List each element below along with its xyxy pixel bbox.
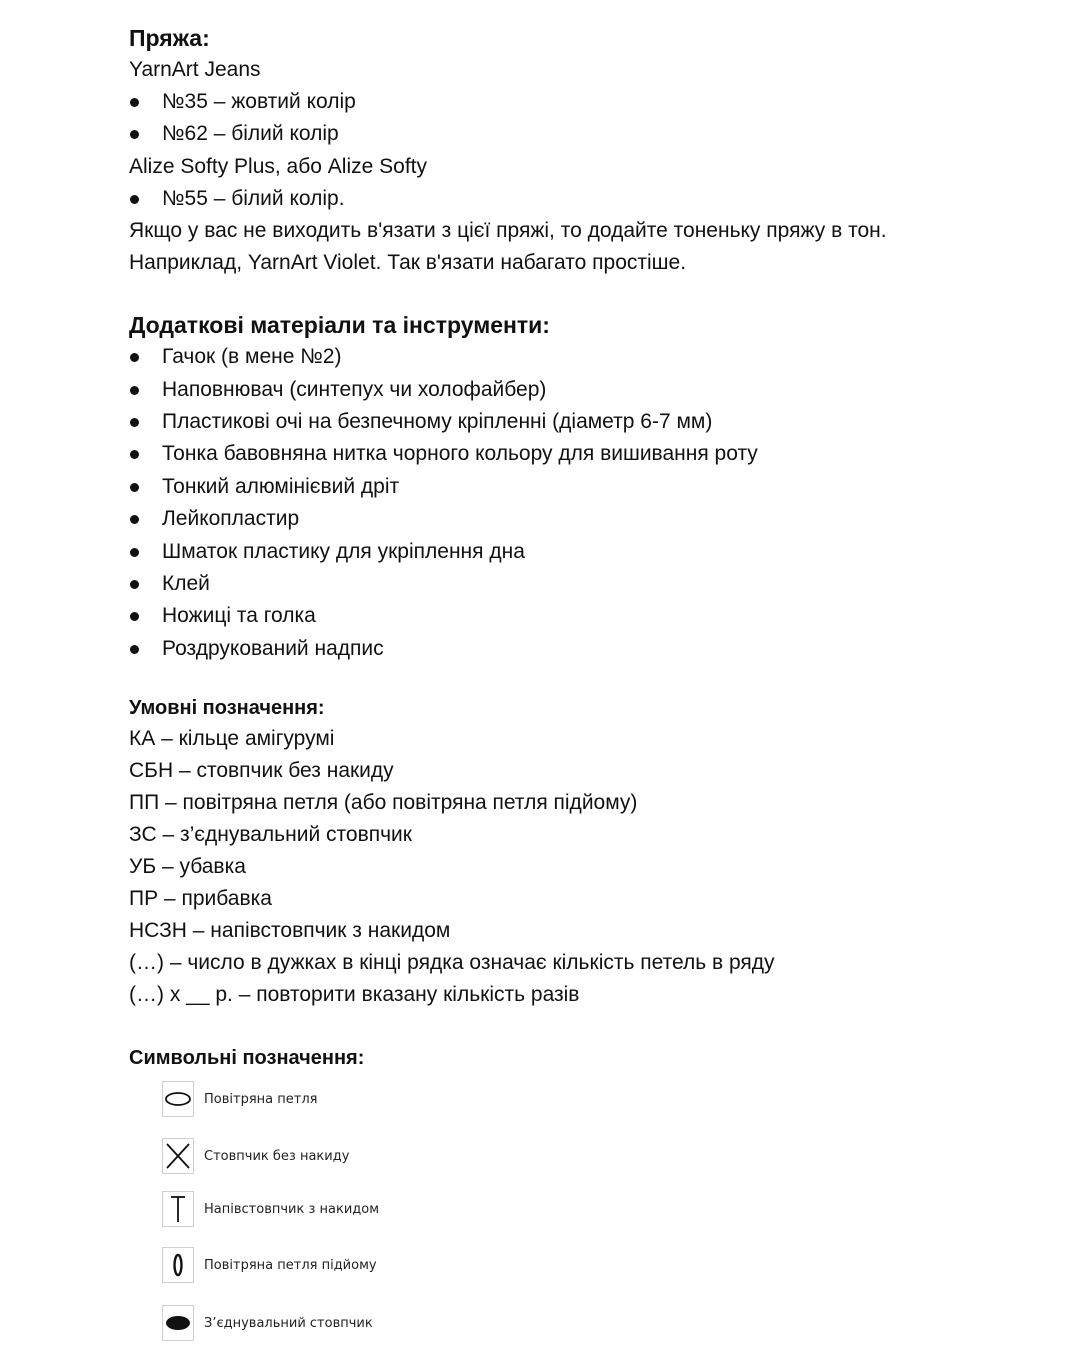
legend-label: Напівстовпчик з накидом [204,1201,380,1217]
legend-row [162,1080,662,1118]
abbreviation-line: ПП – повітряна петля (або повітряна петля підйому) [129,791,638,815]
list-item: Ножиці та голка [129,600,1049,632]
bullet-icon [130,195,139,204]
bullet-icon [130,483,139,492]
bullet-icon [130,98,139,107]
bullet-icon [130,353,139,362]
document-page [129,22,1049,1073]
symbols-heading: Символьні позначення: [129,1047,365,1070]
materials-list [129,341,1049,665]
list-item: Наповнювач (синтепух чи холофайбер) [129,374,1049,406]
yarn-note-line-1: Якщо у вас не виходить в'язати з цієї пряжі, то додайте тоненьку пряжу в тон. [129,219,887,243]
abbreviation-line: ЗС – з’єднувальний стовпчик [129,823,412,847]
vertical-oval-icon [162,1247,194,1283]
materials-heading: Додаткові матеріали та інструменти: [129,312,550,339]
legend-label: З’єднувальний стовпчик [204,1315,373,1331]
yarn-note-line-2: Наприклад, YarnArt Violet. Так в'язати набагато простіше. [129,251,687,275]
abbreviation-line: (…) х __ р. – повторити вказану кількість разів [129,983,580,1007]
legend-row [162,1190,662,1228]
bullet-icon [130,418,139,427]
abbreviation-line: (…) – число в дужках в кінці рядка означає кількість петель в ряду [129,951,775,975]
list-item: Тонкий алюмінієвий дріт [129,471,1049,503]
list-item: №62 – білий колір [129,118,1049,150]
bullet-icon [130,515,139,524]
legend-row [162,1246,662,1284]
yarn-heading: Пряжа: [129,25,210,51]
x-cross-icon [162,1138,194,1174]
list-item: Клей [129,568,1049,600]
list-item: №55 – білий колір. [129,183,1049,215]
legend-label: Стовпчик без накиду [204,1148,350,1164]
symbols-legend [162,1080,662,1331]
bullet-icon [130,386,139,395]
yarn-brand-2: Alize Softy Plus, або Alize Softy [129,154,427,178]
abbreviations-heading: Умовні позначення: [129,697,325,720]
abbreviation-line: УБ – убавка [129,855,246,879]
bullet-icon [130,645,139,654]
legend-label: Повітряна петля підйому [204,1257,377,1273]
filled-oval-icon [162,1305,194,1341]
legend-row [162,1304,662,1342]
abbreviation-line: КА – кільце амігурумі [129,727,335,751]
bullet-icon [130,612,139,621]
legend-row [162,1137,662,1175]
list-item: Тонка бавовняна нитка чорного кольору для вишивання роту [129,438,1049,470]
abbreviation-line: СБН – стовпчик без накиду [129,759,394,783]
bullet-icon [130,548,139,557]
list-item: Роздрукований надпис [129,633,1049,665]
legend-label: Повітряна петля [204,1091,318,1107]
bullet-icon [130,580,139,589]
yarn-brand-1: YarnArt Jeans [129,58,261,81]
abbreviation-line: ПР – прибавка [129,887,272,911]
abbreviation-line: НСЗН – напівстовпчик з накидом [129,919,451,943]
list-item: Шматок пластику для укріплення дна [129,536,1049,568]
list-item: Пластикові очі на безпечному кріпленні (діаметр 6-7 мм) [129,406,1049,438]
t-symbol-icon [162,1191,194,1227]
list-item: №35 – жовтий колір [129,86,1049,118]
open-oval-icon [162,1081,194,1117]
bullet-icon [130,450,139,459]
list-item: Гачок (в мене №2) [129,341,1049,373]
yarn-brand-2-list [129,183,1049,215]
list-item: Лейкопластир [129,503,1049,535]
bullet-icon [130,130,139,139]
yarn-brand-1-list [129,86,1049,151]
